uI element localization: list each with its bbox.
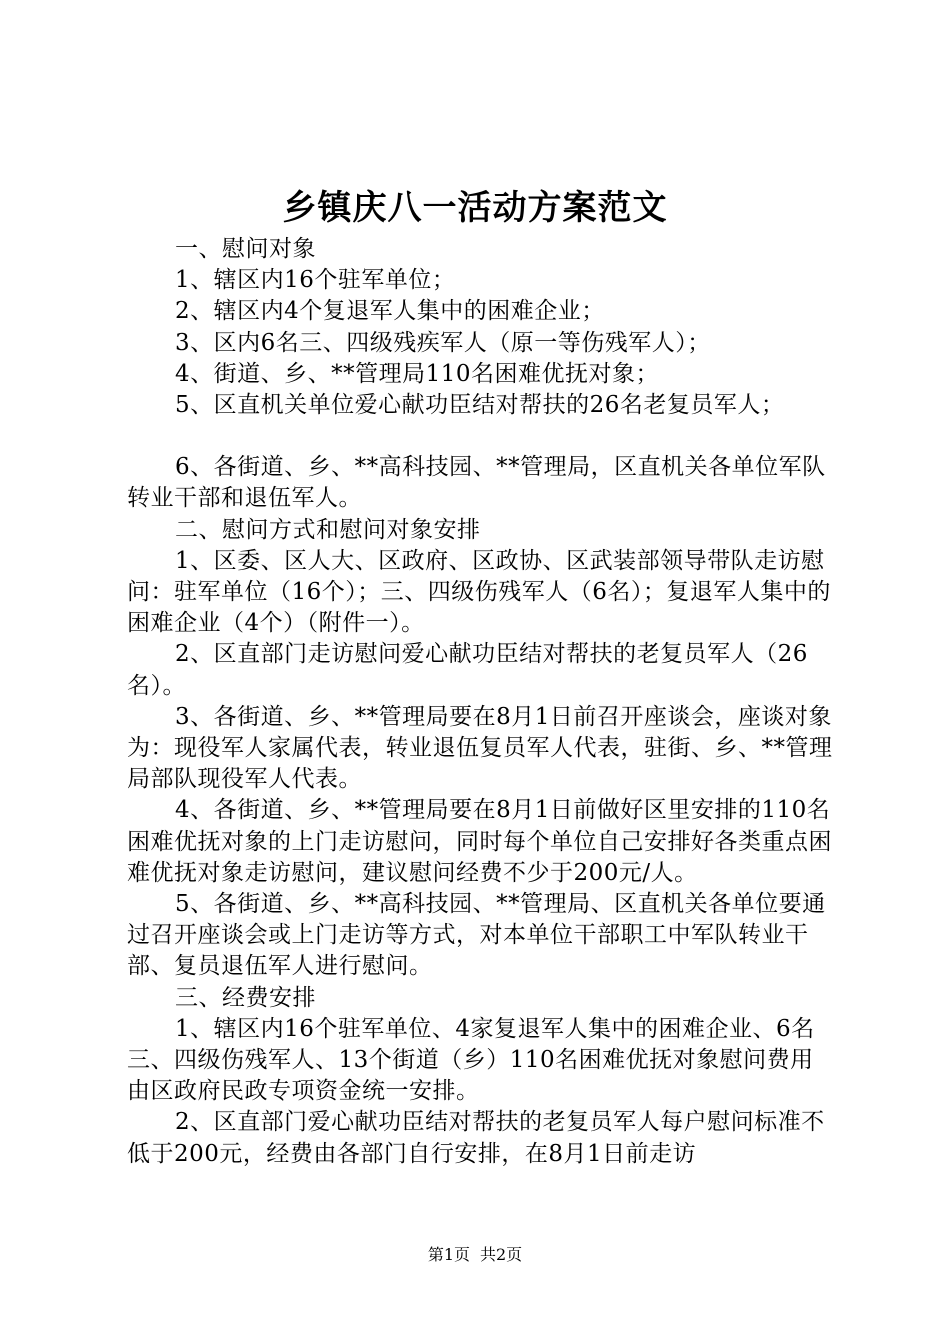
page-footer [0,1245,950,1265]
paragraph: 一、慰问对象 [175,236,316,262]
paragraph: 2、区直部门爱心献功臣结对帮扶的老复员军人每户慰问标准不低于200元，经费由各部门自行安排，在8月1日前走访 [127,1109,825,1167]
page-number: 第1页 [427,1245,470,1264]
paragraph: 1、辖区内16个驻军单位； [175,267,456,294]
paragraph: 2、区直部门走访慰问爱心献功臣结对帮扶的老复员军人（26名）。 [127,641,808,699]
paragraph: 1、区委、区人大、区政府、区政协、区武装部领导带队走访慰问：驻军单位（16个）；三、四级伤残军人（6名）；复退军人集中的困难企业（4个）（附件一）。 [127,547,831,637]
paragraph: 4、各街道、乡、**管理局要在8月1日前做好区里安排的110名困难优抚对象的上门走访慰问，同时每个单位自己安排好各类重点困难优抚对象走访慰问，建议慰问经费不少于200元/人。 [127,797,832,886]
paragraph: 三、经费安排 [175,984,316,1011]
paragraph: 5、区直机关单位爱心献功臣结对帮扶的26名老复员军人； [175,392,785,419]
paragraph: 二、慰问方式和慰问对象安排 [175,516,481,543]
document-title: 乡镇庆八一活动方案范文 [282,188,668,228]
paragraph: 4、街道、乡、**管理局110名困难优抚对象； [175,360,660,387]
paragraph: 3、各街道、乡、**管理局要在8月1日前召开座谈会，座谈对象为：现役军人家属代表，转业退伍复员军人代表，驻街、乡、**管理局部队现役军人代表。 [127,703,833,793]
paragraph: 5、各街道、乡、**高科技园、**管理局、区直机关各单位要通过召开座谈会或上门走访等方式，对本单位干部职工中军队转业干部、复员退伍军人进行慰问。 [127,891,826,980]
paragraph: 6、各街道、乡、**高科技园、**管理局，区直机关各单位军队转业干部和退伍军人。 [127,454,826,512]
paragraph: 1、辖区内16个驻军单位、4家复退军人集中的困难企业、6名三、四级伤残军人、13个街道（乡）110名困难优抚对象慰问费用由区政府民政专项资金统一安排。 [127,1015,815,1105]
page-total: 共2页 [480,1245,523,1264]
paragraph: 2、辖区内4个复退军人集中的困难企业； [175,298,605,325]
document-body [127,234,835,1170]
paragraph: 3、区内6名三、四级残疾军人（原一等伤残军人）； [175,329,711,356]
